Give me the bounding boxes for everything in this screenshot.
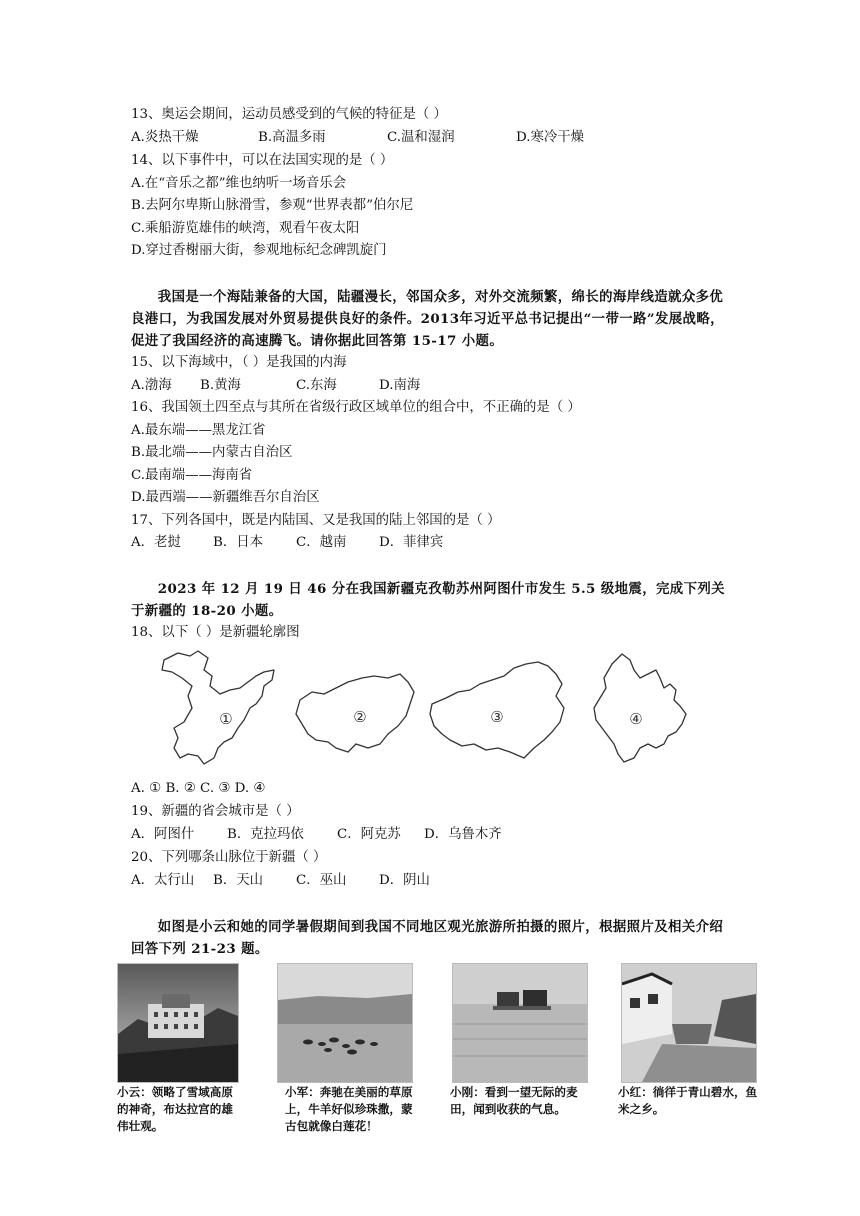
q18-stem: 18、以下（ ）是新疆轮廓图 (131, 625, 300, 640)
q16-option-d: D.最西端——新疆维吾尔自治区 (131, 490, 320, 505)
photo-grassland (277, 963, 413, 1083)
passage-xinjiang-earthquake: 2023 年 12 月 19 日 46 分在我国新疆克孜勒苏州阿图什市发生 5.5 级地震，完成下列关于新疆的 18-20 小题。 (131, 581, 725, 619)
q13-stem: 13、奥运会期间，运动员感受到的气候的特征是（ ） (131, 107, 447, 122)
q17-option-d: D．菲律宾 (379, 535, 444, 550)
map-label-1: ① (219, 710, 233, 728)
q19-stem: 19、新疆的省会城市是（ ） (131, 804, 300, 819)
q17-option-b: B．日本 (213, 535, 264, 550)
q13-option-b: B.高温多雨 (258, 130, 326, 145)
passage-silk-road: 我国是一个海陆兼备的大国，陆疆漫长，邻国众多，对外交流频繁，绵长的海岸线造就众多优良港口，为我国发展对外贸易提供良好的条件。2013年习近平总书记提出“一带一路”发展战略，促进了我国经济的高速腾飞。请你据此回答第 15-17 小题。 (131, 289, 724, 349)
q20-options (131, 872, 531, 890)
q19-option-a: A．阿图什 (131, 827, 195, 842)
q15-options (131, 377, 531, 395)
q15-option-c: C.东海 (296, 378, 337, 393)
q19-option-d: D．乌鲁木齐 (424, 827, 502, 842)
q14-option-c: C.乘船游览雄伟的峡湾，观看午夜太阳 (131, 221, 360, 236)
caption-xiaojun: 小军：奔驰在美丽的草原上，牛羊好似珍珠撒，蒙古包就像白莲花！ (285, 1085, 413, 1133)
q19-options (131, 826, 591, 844)
q16-stem: 16、我国领土四至点与其所在省级行政区域单位的组合中，不正确的是（ ） (131, 400, 581, 415)
province-outlines (152, 648, 712, 772)
q16-option-b: B.最北端——内蒙古自治区 (131, 445, 293, 460)
photo-potala-palace (117, 963, 239, 1083)
q20-option-b: B．天山 (213, 873, 264, 888)
outline-maps (152, 648, 712, 772)
q15-option-d: D.南海 (379, 378, 421, 393)
photo-wheat-field (452, 963, 588, 1083)
q16-option-c: C.最南端——海南省 (131, 468, 253, 483)
photo-water-town (621, 963, 757, 1083)
map-outline-1 (162, 651, 274, 764)
q17-stem: 17、下列各国中，既是内陆国、又是我国的陆上邻国的是（ ） (131, 513, 501, 528)
q13-option-a: A.炎热干燥 (131, 130, 199, 145)
q20-option-c: C．巫山 (296, 873, 347, 888)
q14-stem: 14、以下事件中，可以在法国实现的是（ ） (131, 153, 394, 168)
caption-xiaogang: 小刚：看到一望无际的麦田，闻到收获的气息。 (450, 1085, 578, 1116)
q14-option-b: B.去阿尔卑斯山脉滑雪，参观“世界表都”伯尔尼 (131, 198, 414, 213)
q15-option-a: A.渤海 (131, 378, 172, 393)
q19-option-b: B．克拉玛依 (227, 827, 304, 842)
map-label-3: ③ (490, 708, 504, 726)
map-label-2: ② (353, 708, 367, 726)
q17-options (131, 534, 551, 552)
q19-option-c: C．阿克苏 (337, 827, 401, 842)
q20-stem: 20、下列哪条山脉位于新疆（ ） (131, 850, 327, 865)
q14-option-d: D.穿过香榭丽大街，参观地标纪念碑凯旋门 (131, 243, 387, 258)
q16-option-a: A.最东端——黑龙江省 (131, 423, 266, 438)
q13-option-d: D.寒冷干燥 (516, 130, 585, 145)
q17-option-a: A．老挝 (131, 535, 181, 550)
q13-options (131, 129, 691, 147)
q17-option-c: C．越南 (296, 535, 347, 550)
q18-options: A. ① B. ② C. ③ D. ④ (131, 781, 266, 796)
q15-option-b: B.黄海 (200, 378, 241, 393)
q20-option-d: D．阴山 (379, 873, 430, 888)
map-label-4: ④ (629, 710, 643, 728)
q14-option-a: A.在“音乐之都”维也纳听一场音乐会 (131, 176, 347, 191)
q13-option-c: C.温和湿润 (387, 130, 455, 145)
passage-travel-photos: 如图是小云和她的同学暑假期间到我国不同地区观光旅游所拍摄的照片，根据照片及相关介绍回答下列 21-23 题。 (131, 919, 724, 957)
map-outline-4 (594, 654, 686, 762)
q15-stem: 15、以下海域中，（ ）是我国的内海 (131, 355, 347, 370)
q20-option-a: A．太行山 (131, 873, 195, 888)
caption-xiaohong: 小红：徜徉于青山碧水，鱼米之乡。 (618, 1085, 758, 1116)
caption-xiaoyun: 小云：领略了雪域高原的神奇，布达拉宫的雄伟壮观。 (117, 1085, 233, 1133)
